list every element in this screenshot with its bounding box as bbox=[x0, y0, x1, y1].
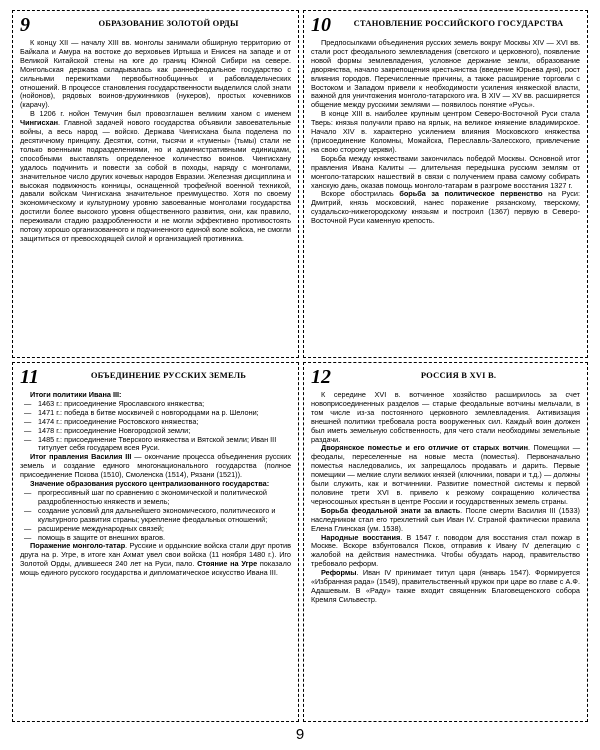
paragraph bbox=[311, 507, 580, 534]
paragraph: Борьба между княжествами закончилась победой Москвы. Основной итог правления Ивана Калиты — длительная передышка русским землям от монголо-татарских нашествий в связи с получением права самому собирать ханскую дань, оказав помощь монголо-татарам в разгроме восстания 1327 г. bbox=[311, 153, 580, 190]
list-item: — прогрессивный шаг по сравнению с экономической и политической раздробленностью княжеств и земель; bbox=[30, 489, 291, 507]
paragraph bbox=[311, 534, 580, 570]
card-title: ОБРАЗОВАНИЕ ЗОЛОТОЙ ОРДЫ bbox=[98, 18, 239, 28]
card-title: ОБЪЕДИНЕНИЕ РУССКИХ ЗЕМЕЛЬ bbox=[90, 370, 247, 380]
card-body bbox=[20, 39, 291, 244]
text-run: — окончание процесса объединения русских земель и создание единого многонационального государства (полное присоединение Пскова (1510), Смоленска (1514), Рязани (1521)). bbox=[20, 452, 291, 480]
list-item: — 1471 г.: победа в битве москвичей с новгородцами на р. Шелони; bbox=[30, 409, 291, 418]
term-reforms: Реформы bbox=[321, 568, 357, 578]
text-run: . Иван IV принимает титул царя (январь 1547). Формируется «Избранная рада» (1549), правительственный кружок при царе во главе с А.Ф. Адашевым. В «Раду» также входит священник Благовещенского собора Кремля Сильвестр. bbox=[311, 568, 580, 604]
card-header bbox=[311, 15, 580, 35]
card-body bbox=[311, 39, 580, 226]
paragraph bbox=[311, 444, 580, 506]
text-run: на Руси: Дмитрий, князь московский, нанес поражение рязанскому, тверскому, суздальско-нижегородскому князьям и построил (1367) первую в Северо-Восточной Руси каменную крепость. bbox=[311, 189, 580, 226]
list-item: — расширение международных связей; bbox=[30, 525, 291, 534]
text-run: . После смерти Василия III (1533) наследником стал его трехлетний сын Иван IV. Страной фактически правила Елена Глинская (ум. 1538). bbox=[311, 505, 580, 533]
card-number: 9 bbox=[20, 14, 30, 36]
paragraph: Предпосылками объединения русских земель вокруг Москвы XIV — XVI вв. стали рост феодального землевладения (светского и церковного), появление новой формы землевладения, условное держание земли, образование дворянства, начало закрепощения крестьянства (введение Юрьева дня), рост влияния городов. Перечисленные причины, а также расширение торговли с Востоком и Западом привели к необходимости усиления княжеской власти, важной для уничтожения монголо-татарского ига. В XIV — XV вв. расширяется общение между русскими землями — появилось понятие «Русь». bbox=[311, 38, 580, 110]
term-power-struggle: Борьба феодальной знати за власть bbox=[321, 505, 461, 515]
card-body bbox=[20, 391, 291, 578]
list-item: — создание условий для дальнейшего экономического, политического и культурного развития страны; укрепление феодальных отношений; bbox=[30, 507, 291, 525]
card-header bbox=[311, 367, 580, 387]
ivan-iii-list bbox=[20, 400, 291, 453]
paragraph: К середине XVI в. вотчинное хозяйство расширилось за счет новоприсоединенных разделов — старые феодальные вотчины мельчали, в том числе из-за постоянного церковного землевладения. Активизация внешней политики требовала роста вооруженных сил. Каждый воин должен был иметь земельную собственность, для чего стали необходимы земельные раздачи. bbox=[311, 390, 580, 444]
list-item: — помощь в защите от внешних врагов. bbox=[30, 534, 291, 543]
term-pomestie: Дворянское поместье и его отличие от старых вотчин bbox=[321, 443, 529, 453]
subheading-significance: Значение образования русского централизованного государства: bbox=[30, 479, 270, 489]
list-item: — 1463 г.: присоединение Ярославского княжества; bbox=[30, 400, 291, 409]
text-run: Вскоре обострилась bbox=[321, 189, 400, 199]
card-body bbox=[311, 391, 580, 605]
card-10 bbox=[303, 10, 588, 358]
significance-list bbox=[20, 489, 291, 542]
paragraph bbox=[311, 569, 580, 605]
list-item: — 1485 г.: присоединение Тверского княжества и Вятской земли; Иван III титулует себя государем всея Руси. bbox=[30, 436, 291, 454]
card-title: СТАНОВЛЕНИЕ РОССИЙСКОГО ГОСУДАРСТВА bbox=[353, 18, 564, 28]
card-9 bbox=[12, 10, 299, 358]
list-item: — 1474 г.: присоединение Ростовского княжества; bbox=[30, 418, 291, 427]
card-number: 12 bbox=[311, 366, 331, 388]
card-number: 10 bbox=[311, 14, 331, 36]
term-political-primacy: борьба за политическое первенство bbox=[399, 189, 543, 199]
term-ugra-standoff: Стояние на Угре bbox=[197, 559, 258, 569]
card-12 bbox=[303, 362, 588, 722]
paragraph bbox=[20, 542, 291, 578]
card-header bbox=[20, 367, 291, 387]
card-11 bbox=[12, 362, 299, 722]
paragraph: В конце XIII в. наиболее крупным центром Северо-Восточной Руси стала Тверь: князья получили право на ярлык, на великое княжение владимирское. Начало XIV в. характерно усилением влияния Московского княжества (присоединение Коломны, Можайска, Переславль-Залесского, привлечение на свою сторону церкви). bbox=[311, 109, 580, 154]
card-sheet bbox=[12, 10, 588, 722]
text-run: . Главной задачей нового государства объявили завоевательные войны, а весь народ — войско. Держава Чингисхана была поделена по десятичному принципу. Десятки, сотни, тысячи и «тумены» (тьмы) стали не только военными подразделениями, но и административными единицами, способными выставлять определенное количество воинов. Чингисхану удалось подчинить и повести за собой в походы, наряду с монголами, значительное число других кочевых народов Евразии. Железная дисциплина и высокая подвижность конницы, оснащенной трофейной военной техникой, давали войскам Чингисхана значительное преимущество. Хотя по своему экономическому и культурному уровню завоеванные монголами государства достигли более высокого уровня общественного развития, они, как правило, переживали стадию раздробленности и не могли эффективно противостоять потоку хорошо организованного и подчиненного единой воле войска, не смогли защититься от превосходящей силой и организацией противника. bbox=[20, 118, 291, 243]
term-vasily-iii: Итог правления Василия III bbox=[30, 452, 132, 462]
text-run: . Помещики — феодалы, переселенные на новые места (поместья). Первоначально поместья наследовались, их запрещалось продавать и дарить. Первые помещики — мелкие слуги великих князей (ключники, повари и т.д.) — должны были служить, как и вотчинники. Развитие поместной системы к первой половине трети XVI в. привело к резкому сокращению количества черносошных крестьян в центре России и государственных земель страны. bbox=[311, 443, 580, 506]
text-run: В 1206 г. нойон Темучин был провозглашен великим ханом с именем bbox=[30, 109, 291, 119]
card-title: РОССИЯ В XVI В. bbox=[420, 370, 497, 380]
card-header bbox=[20, 15, 291, 35]
term-uprisings: Народные восстания bbox=[321, 532, 401, 542]
paragraph bbox=[20, 110, 291, 244]
text-run: . В 1547 г. поводом для восстания стал пожар в Москве. Вскоре взбунтовался Псков, отправив к Ивану IV делегацию с жалобой на действия наместника. Чтобы обуздать народ, правительство требовало реформ. bbox=[311, 532, 580, 569]
list-item: — 1478 г.: присоединение Новгородской земли; bbox=[30, 427, 291, 436]
term-defeat: Поражение монголо-татар bbox=[30, 541, 126, 551]
text-run: показало мощь единого русского государства и дипломатическое искусство Ивана III. bbox=[20, 559, 291, 578]
text-run: . Русские и ордынские войска стали друг против друга на р. Угре, в итоге хан Ахмат увел свои войска (11 ноября 1480 г.). Иго Золотой Орды, длившееся 240 лет на Руси, пало. bbox=[20, 541, 291, 569]
paragraph bbox=[311, 190, 580, 226]
paragraph: К концу XII — началу XIII вв. монголы занимали обширную территорию от Байкала и Амура на востоке до верховьев Иртыша и Енисея на западе и от Великой Китайской стены на юге до границ Южной Сибири на севере. Монгольская держава складывалась как раннефеодальное государство с сильными пережитками первобытнообщинных и рабовладельческих отношений. В процессе становления государственности выделился слой знати (нойонов), рядовых воинов-дружинников (нукеров), простых кочевников (карачу). bbox=[20, 38, 291, 110]
subheading-ivan-iii: Итоги политики Ивана III: bbox=[30, 390, 122, 399]
card-number: 11 bbox=[20, 366, 39, 388]
paragraph bbox=[20, 453, 291, 480]
term-chingiskhan: Чингисхан bbox=[20, 118, 59, 128]
page-number: 9 bbox=[295, 726, 305, 743]
